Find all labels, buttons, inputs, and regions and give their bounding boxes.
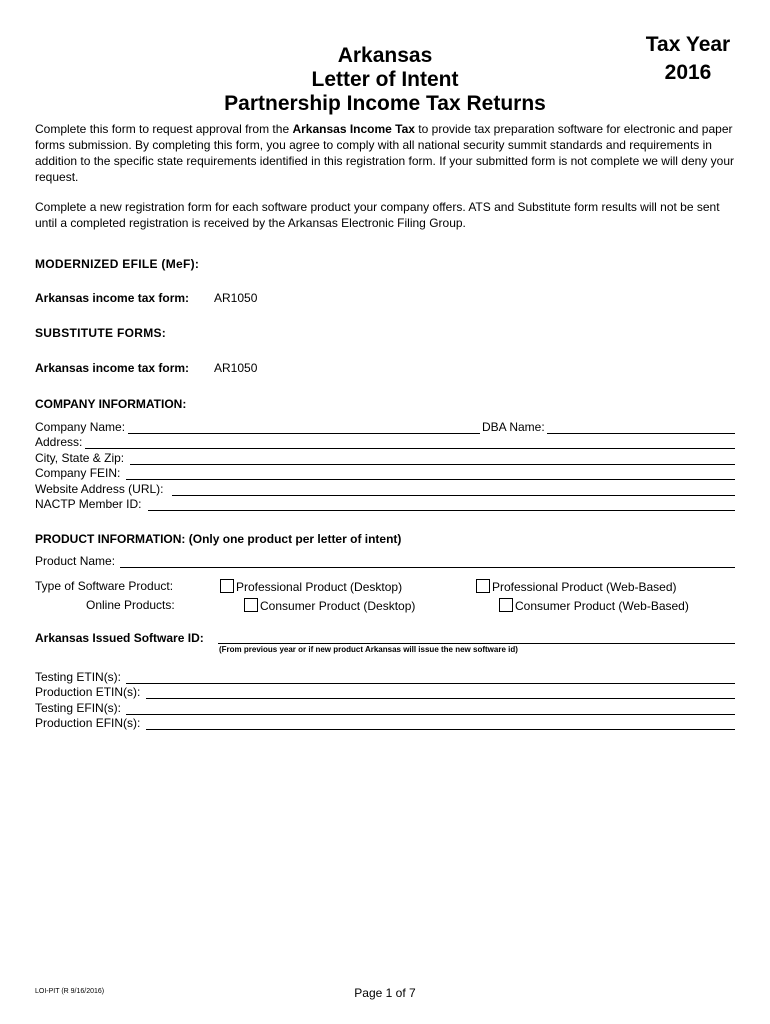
option-consumer-desktop-label: Consumer Product (Desktop) bbox=[260, 599, 416, 613]
intro-p1-before: Complete this form to request approval from the bbox=[35, 122, 293, 136]
title-line-2: Letter of Intent bbox=[311, 68, 459, 91]
dba-name-field[interactable] bbox=[547, 433, 735, 434]
substitute-form-value: AR1050 bbox=[214, 361, 258, 375]
tax-year-value: 2016 bbox=[664, 61, 712, 84]
option-consumer-desktop[interactable] bbox=[244, 598, 415, 613]
software-id-note: (From previous year or if new product Arkansas will issue the new software id) bbox=[219, 645, 518, 654]
testing-efin-label: Testing EFIN(s): bbox=[35, 701, 122, 715]
substitute-heading: SUBSTITUTE FORMS: bbox=[35, 326, 167, 340]
option-professional-desktop-label: Professional Product (Desktop) bbox=[236, 580, 403, 594]
company-name-label: Company Name: bbox=[35, 420, 126, 434]
intro-p1-bold: Arkansas Income Tax bbox=[292, 122, 415, 136]
option-professional-web-label: Professional Product (Web-Based) bbox=[492, 580, 677, 594]
title-line-1: Arkansas bbox=[337, 44, 433, 67]
intro-p1-after: to provide tax preparation software for electronic and paper forms submission. By completing this form, you agree to comply with all national security summit standards and requirements in addition to the specific state requirements identified in this registration form. If your submitted form is not complete we will deny your request. bbox=[35, 122, 734, 184]
software-type-label: Type of Software Product: bbox=[35, 579, 174, 593]
form-code: LOI-PIT (R 9/16/2016) bbox=[35, 988, 105, 995]
production-etin-field[interactable] bbox=[146, 698, 735, 699]
website-field[interactable] bbox=[172, 495, 735, 496]
production-efin-field[interactable] bbox=[146, 729, 735, 730]
checkbox-professional-web[interactable] bbox=[476, 579, 490, 593]
product-name-label: Product Name: bbox=[35, 554, 116, 568]
address-label: Address: bbox=[35, 435, 83, 449]
product-name-field[interactable] bbox=[120, 567, 735, 568]
testing-efin-field[interactable] bbox=[126, 714, 735, 715]
product-heading: PRODUCT INFORMATION: (Only one product per letter of intent) bbox=[35, 532, 402, 546]
testing-etin-label: Testing ETIN(s): bbox=[35, 670, 122, 684]
company-name-field[interactable] bbox=[128, 433, 480, 434]
mef-form-label: Arkansas income tax form: bbox=[35, 291, 190, 305]
checkbox-professional-desktop[interactable] bbox=[220, 579, 234, 593]
nactp-field[interactable] bbox=[148, 510, 735, 511]
mef-form-value: AR1050 bbox=[214, 291, 258, 305]
mef-heading: MODERNIZED EFILE (MeF): bbox=[35, 257, 200, 271]
company-fein-field[interactable] bbox=[126, 479, 735, 480]
online-products-label: Online Products: bbox=[86, 598, 175, 612]
production-etin-label: Production ETIN(s): bbox=[35, 685, 141, 699]
website-label: Website Address (URL): bbox=[35, 482, 164, 496]
dba-name-label: DBA Name: bbox=[482, 420, 545, 434]
intro-paragraph-2 bbox=[35, 199, 735, 231]
production-efin-label: Production EFIN(s): bbox=[35, 716, 141, 730]
address-field[interactable] bbox=[85, 448, 735, 449]
checkbox-consumer-web[interactable] bbox=[499, 598, 513, 612]
software-id-field[interactable] bbox=[218, 643, 735, 644]
company-fein-label: Company FEIN: bbox=[35, 466, 121, 480]
option-consumer-web-label: Consumer Product (Web-Based) bbox=[515, 599, 689, 613]
software-id-label: Arkansas Issued Software ID: bbox=[35, 631, 204, 645]
city-state-zip-label: City, State & Zip: bbox=[35, 451, 125, 465]
option-professional-web[interactable] bbox=[476, 579, 677, 594]
intro-paragraph-1 bbox=[35, 121, 735, 185]
testing-etin-field[interactable] bbox=[126, 683, 735, 684]
checkbox-consumer-desktop[interactable] bbox=[244, 598, 258, 612]
option-professional-desktop[interactable] bbox=[220, 579, 402, 594]
nactp-label: NACTP Member ID: bbox=[35, 497, 142, 511]
city-state-zip-field[interactable] bbox=[130, 464, 735, 465]
tax-year-label: Tax Year bbox=[645, 33, 731, 56]
page-number: Page 1 of 7 bbox=[354, 986, 416, 1000]
intro-p2: Complete a new registration form for each software product your company offers. ATS and Substitute form results will not be sent until a completed registration is received by the Arkansas Electronic Filing Group. bbox=[35, 200, 720, 230]
company-heading: COMPANY INFORMATION: bbox=[35, 397, 187, 411]
title-line-3: Partnership Income Tax Returns bbox=[224, 92, 546, 115]
substitute-form-label: Arkansas income tax form: bbox=[35, 361, 190, 375]
option-consumer-web[interactable] bbox=[499, 598, 689, 613]
